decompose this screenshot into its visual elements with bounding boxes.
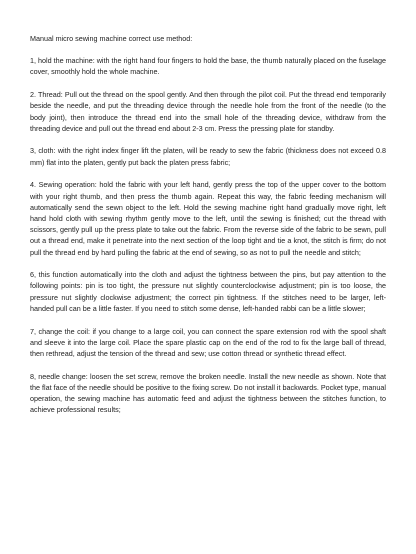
paragraph-cloth: 3, cloth: with the right index finger lift the platen, will be ready to sew the fabric (thickness does not exceed 0.8 mm) flat into the platen, gently put back the platen press fabric; (30, 146, 386, 167)
document-title: Manual micro sewing machine correct use method: (30, 34, 193, 43)
paragraph-needle-change: 8, needle change: loosen the set screw, remove the broken needle. Install the new needle as shown. Note that the flat face of the needle should be positive to the fixing screw. Do not install it backwards. Pocket type, manual operation, the sewing machine has automatic feed and adjust the tightness between the stitches function, to achieve professional results; (30, 371, 386, 415)
paragraph-thread: 2. Thread: Pull out the thread on the spool gently. And then through the pilot coil. Put the thread end temporarily beside the needle, and put the threading device through the needle hole from the front of the needle (to the body joint), then introduce the thread end into the small hole of the threading device, withdraw from the threading device and pull out the thread end about 2-3 cm. Press the pressing plate for standby. (30, 90, 386, 133)
paragraph-tightness: 6, this function automatically into the cloth and adjust the tightness between the pins, but pay attention to the following points: pin is too tight, the pressure nut slightly counterclockwise adjustment; pin is too loose, the pressure nut slightly clockwise adjustment; the correct pin tightness. If the stitches need to be larger, left-handed pull can be a little faster. If you need to stitch some dense, left-handed rabbi can be a little slower; (30, 270, 386, 313)
paragraph-change-coil: 7, change the coil: if you change to a large coil, you can connect the spare extension rod with the spool shaft and sleeve it into the large coil. Place the spare plastic cap on the end of the rod to fix the large ball of thread, then rethread, adjust the tension of the thread and sew; use cotton thread or synthetic thread effect. (30, 326, 386, 358)
paragraph-hold-machine: 1, hold the machine: with the right hand four fingers to hold the base, the thumb naturally placed on the fuselage cover, smoothly hold the whole machine. (30, 56, 387, 77)
manual-document (30, 33, 386, 427)
paragraph-sewing-operation: 4. Sewing operation: hold the fabric with your left hand, gently press the top of the upper cover to the bottom with your right thumb, and then press the thumb again. Repeat this way, the fabric feeding mechanism will automatically send the sewn object to the left. Hold the sewing machine right hand gradually move right, left hand hold cloth with sewing rhythm gently move to the left, until the sewing is finished; cut the thread with scissors, gently pull up the press plate to take out the fabric. From the reverse side of the fabric to be sewn, pull out a thread end, make it penetrate into the next section of the loop tight and tie a knot, the stitch is firm; do not pull the thread end by hard pulling the fabric at the end of sewing, so as not to pull the needle and stitch; (30, 180, 386, 257)
